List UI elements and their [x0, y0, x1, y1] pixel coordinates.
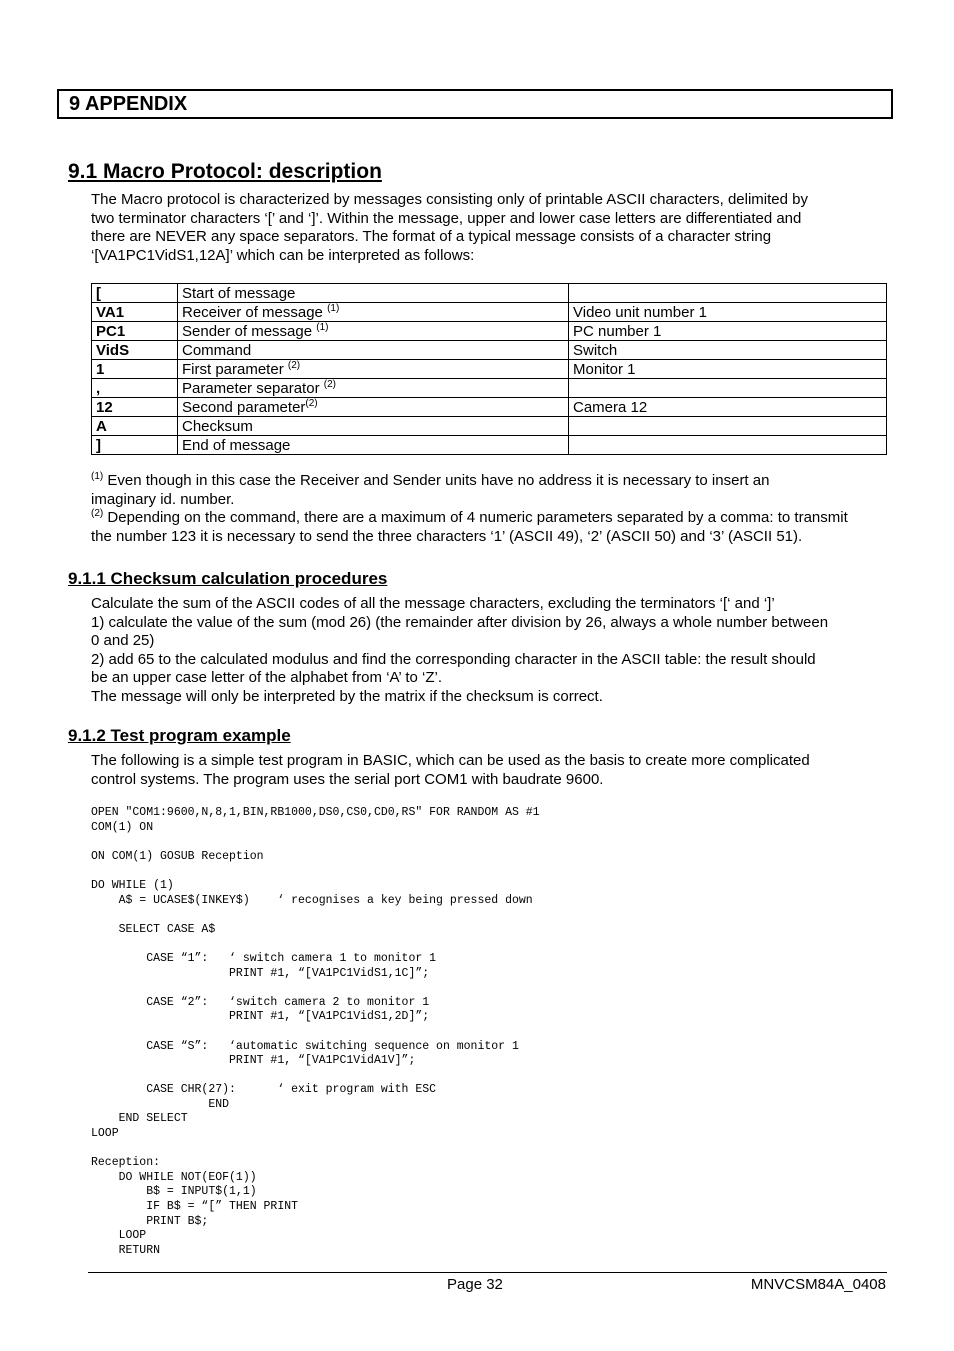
table-row: [92, 303, 887, 322]
footnote-1-text: Even though in this case the Receiver and Sender units have no address it is necessary to insert an: [103, 472, 770, 489]
example-cell: Switch: [569, 341, 887, 360]
meaning-text: End of message: [182, 437, 291, 454]
meaning-cell: [178, 360, 569, 379]
example-cell: Camera 12: [569, 398, 887, 417]
example-cell: [569, 436, 887, 455]
table-row: [92, 379, 887, 398]
footer-rule: [88, 1272, 887, 1273]
intro-line: two terminator characters ‘[’ and ‘]’. Within the message, upper and lower case letters are differentiated and: [91, 209, 802, 227]
table-row: [92, 322, 887, 341]
meaning-cell: [178, 284, 569, 303]
meaning-cell: [178, 398, 569, 417]
footnote-ref: (2): [323, 379, 336, 390]
symbol-cell: 1: [92, 360, 178, 379]
checksum-line: The message will only be interpreted by the matrix if the checksum is correct.: [91, 687, 603, 705]
example-cell: [569, 379, 887, 398]
table-row: [92, 284, 887, 303]
meaning-cell: [178, 341, 569, 360]
checksum-line: 2) add 65 to the calculated modulus and find the corresponding character in the ASCII table: the result should: [91, 650, 816, 668]
footnote-1-line: [91, 472, 891, 491]
checksum-line: 0 and 25): [91, 632, 155, 649]
symbol-cell: [: [92, 284, 178, 303]
intro-line: there are NEVER any space separators. The format of a typical message consists of a character string: [91, 228, 772, 245]
table-row: [92, 436, 887, 455]
checksum-line: 1) calculate the value of the sum (mod 26) (the remainder after division by 26, always a whole number between: [91, 613, 829, 631]
footnote-2-mark: (2): [91, 508, 104, 519]
test-program-text: [91, 752, 886, 789]
document-id: MNVCSM84A_0408: [750, 1276, 886, 1293]
test-program-title: 9.1.2 Test program example: [68, 726, 291, 745]
example-cell: [569, 417, 887, 436]
checksum-line: be an upper case letter of the alphabet from ‘A’ to ‘Z’.: [91, 669, 443, 686]
meaning-cell: [178, 417, 569, 436]
section-intro: [91, 191, 886, 265]
checksum-title: 9.1.1 Checksum calculation procedures: [68, 569, 388, 588]
meaning-text: Receiver of message: [182, 304, 328, 321]
symbol-cell: VA1: [92, 303, 178, 322]
table-row: [92, 417, 887, 436]
page-number: Page 32: [447, 1276, 503, 1293]
test-program-line: control systems. The program uses the serial port COM1 with baudrate 9600.: [91, 770, 604, 788]
symbol-cell: 12: [92, 398, 178, 417]
footnote-1-mark: (1): [91, 471, 104, 482]
meaning-text: Start of message: [182, 285, 296, 302]
footnote-ref: (2): [287, 360, 301, 371]
footnote-2-text: Depending on the command, there are a maximum of 4 numeric parameters separated by a comma: to transmit: [103, 509, 848, 526]
chapter-heading-box: [57, 89, 893, 119]
footnotes: [91, 472, 891, 546]
example-cell: [569, 284, 887, 303]
meaning-cell: [178, 322, 569, 341]
basic-code-listing: OPEN "COM1:9600,N,8,1,BIN,RB1000,DS0,CS0,CD0,RS" FOR RANDOM AS #1 COM(1) ON ON COM(1) GOSUB Reception DO WHILE (1) A$ = UCASE$(INKEY$) ‘ recognises a key being pressed down SELECT CASE A$ CASE “1”: ‘ switch camera 1 to monitor 1 PRINT #1, “[VA1PC1VidS1,1C]”; CASE “2”: ‘switch camera 2 to monitor 1 PRINT #1, “[VA1PC1VidS1,2D]”; CASE “S”: ‘automatic switching sequence on monitor 1 PRINT #1, “[VA1PC1VidA1V]”; CASE CHR(27): ‘ exit program with ESC END END SELECT LOOP Reception: DO WHILE NOT(EOF(1)) B$ = INPUT$(1,1) IF B$ = “[” THEN PRINT PRINT B$; LOOP RETURN: [91, 806, 540, 1257]
table-row: [92, 360, 887, 379]
meaning-text: Checksum: [182, 418, 253, 435]
message-format-table: [91, 283, 887, 455]
meaning-cell: [178, 303, 569, 322]
example-cell: Video unit number 1: [569, 303, 887, 322]
intro-line: ‘[VA1PC1VidS1,12A]’ which can be interpreted as follows:: [91, 246, 475, 264]
footnote-2-line: [91, 509, 891, 528]
footnote-ref: (1): [316, 322, 329, 333]
footnote-ref: (2): [305, 398, 318, 409]
section-title: 9.1 Macro Protocol: description: [68, 160, 382, 183]
symbol-cell: ,: [92, 379, 178, 398]
symbol-cell: VidS: [92, 341, 178, 360]
footnote-1-line-2: imaginary id. number.: [91, 490, 235, 508]
meaning-text: Command: [182, 342, 252, 359]
symbol-cell: ]: [92, 436, 178, 455]
meaning-text: First parameter: [182, 361, 288, 378]
test-program-line: The following is a simple test program in BASIC, which can be used as the basis to create more complicated: [91, 752, 810, 769]
meaning-text: Second parameter: [182, 399, 306, 416]
symbol-cell: PC1: [92, 322, 178, 341]
intro-line: The Macro protocol is characterized by messages consisting only of printable ASCII characters, delimited by: [91, 191, 808, 208]
symbol-cell: A: [92, 417, 178, 436]
checksum-line: Calculate the sum of the ASCII codes of all the message characters, excluding the terminators ‘[‘ and ‘]’: [91, 595, 775, 612]
footnote-ref: (1): [327, 303, 340, 314]
meaning-text: Sender of message: [182, 323, 317, 340]
meaning-cell: [178, 436, 569, 455]
table-row: [92, 398, 887, 417]
example-cell: PC number 1: [569, 322, 887, 341]
table-row: [92, 341, 887, 360]
meaning-cell: [178, 379, 569, 398]
chapter-title: 9 APPENDIX: [69, 93, 188, 115]
meaning-text: Parameter separator: [182, 380, 324, 397]
footnote-2-line-2: the number 123 it is necessary to send the three characters ‘1’ (ASCII 49), ‘2’ (ASCII 50) and ‘3’ (ASCII 51).: [91, 527, 803, 545]
checksum-text: [91, 595, 886, 706]
example-cell: Monitor 1: [569, 360, 887, 379]
